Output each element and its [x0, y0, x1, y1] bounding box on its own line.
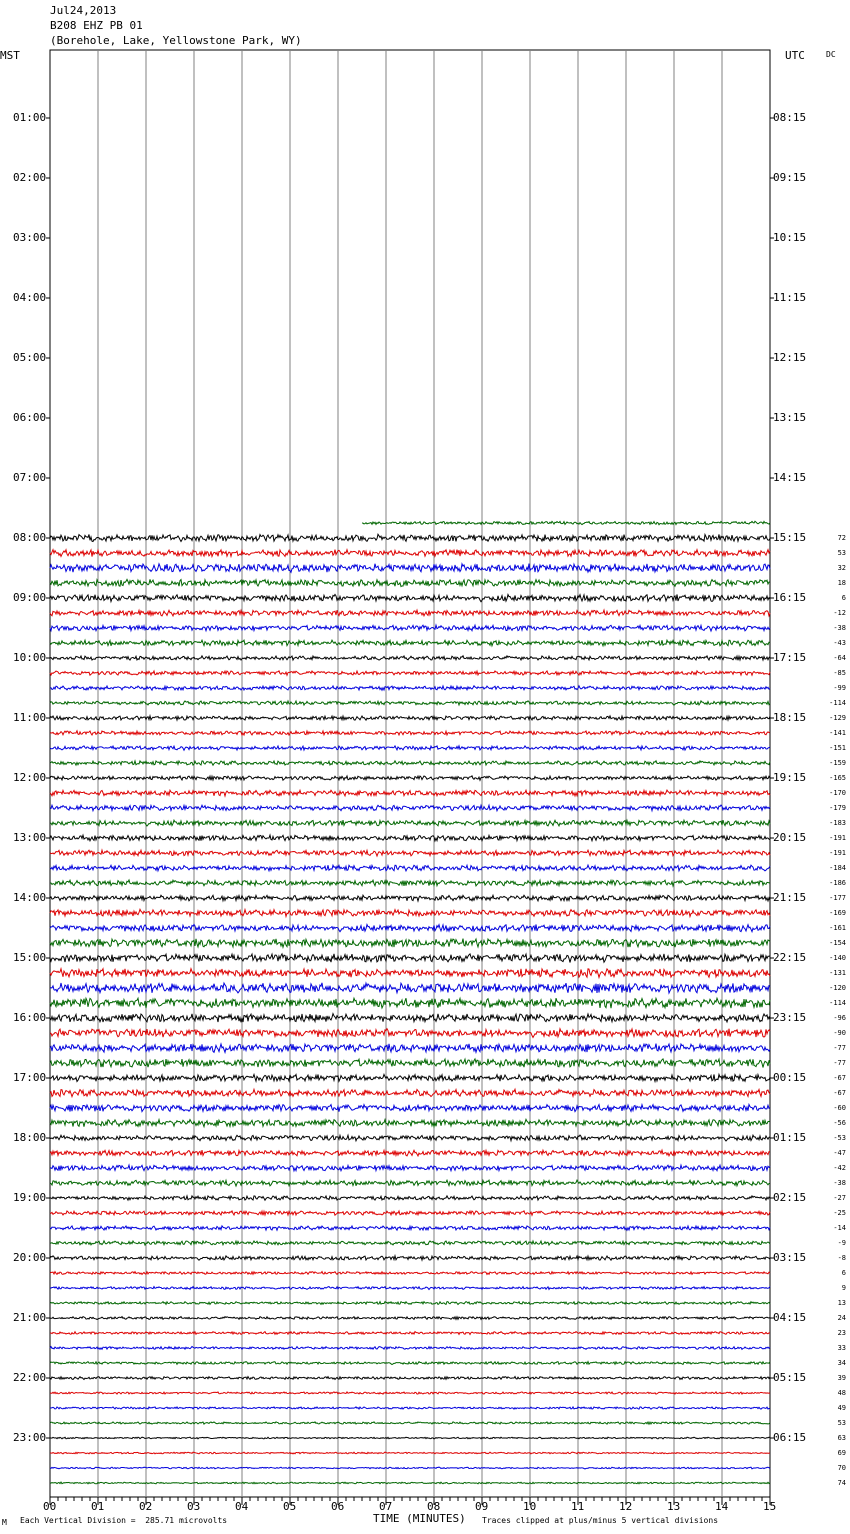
dc-offset-label: -151: [829, 744, 846, 752]
right-axis-title: UTC: [785, 49, 805, 62]
hour-label-utc: 09:15: [773, 171, 807, 184]
seismic-trace: [50, 686, 770, 690]
x-tick-label: 11: [571, 1500, 585, 1513]
dc-offset-label: -38: [833, 1179, 846, 1187]
seismic-trace: [50, 983, 770, 993]
seismic-trace: [50, 895, 770, 901]
dc-offset-label: -53: [833, 1134, 846, 1142]
x-tick-label: 08: [427, 1500, 441, 1513]
station-location: (Borehole, Lake, Yellowstone Park, WY): [50, 34, 302, 47]
dc-offset-label: -12: [833, 609, 846, 617]
dc-offset-label: -14: [833, 1224, 846, 1232]
seismic-trace: [50, 1256, 770, 1260]
dc-offset-label: -140: [829, 954, 846, 962]
dc-offset-label: 13: [837, 1299, 846, 1307]
hour-label-mst: 06:00: [13, 411, 47, 424]
hour-label-mst: 17:00: [13, 1071, 47, 1084]
hour-label-mst: 07:00: [13, 471, 47, 484]
seismic-trace: [50, 1211, 770, 1215]
dc-offset-label: 18: [837, 579, 846, 587]
dc-offset-label: 48: [837, 1389, 846, 1397]
hour-label-utc: 22:15: [773, 951, 807, 964]
dc-offset-label: -67: [833, 1089, 846, 1097]
hour-label-utc: 21:15: [773, 891, 807, 904]
dc-offset-label: 6: [841, 1269, 846, 1277]
dc-offset-label: -191: [829, 849, 846, 857]
x-tick-label: 15: [763, 1500, 777, 1513]
x-tick-label: 00: [43, 1500, 57, 1513]
seismic-trace: [50, 625, 770, 631]
clip-note: Traces clipped at plus/minus 5 vertical divisions: [482, 1516, 719, 1525]
seismic-trace: [50, 805, 770, 811]
dc-offset-label: -191: [829, 834, 846, 842]
hour-label-mst: 19:00: [13, 1191, 47, 1204]
hour-label-utc: 00:15: [773, 1071, 807, 1084]
hour-label-mst: 14:00: [13, 891, 47, 904]
dc-offset-label: 39: [837, 1374, 846, 1382]
seismic-trace: [50, 701, 770, 705]
seismic-trace: [50, 835, 770, 841]
x-tick-label: 01: [91, 1500, 105, 1513]
dc-offset-label: -38: [833, 624, 846, 632]
x-tick-label: 10: [523, 1500, 537, 1513]
seismic-trace: [50, 1317, 770, 1320]
dc-offset-label: 32: [837, 564, 846, 572]
seismic-trace: [50, 1105, 770, 1112]
dc-offset-label: -170: [829, 789, 846, 797]
seismic-trace: [50, 1196, 770, 1200]
seismic-trace: [50, 1347, 770, 1350]
seismic-trace: [50, 969, 770, 978]
hour-label-utc: 08:15: [773, 111, 807, 124]
dc-offset-label: 53: [837, 1419, 846, 1427]
x-tick-label: 04: [235, 1500, 249, 1513]
seismic-trace: [50, 594, 770, 601]
seismic-trace: [50, 1287, 770, 1290]
seismic-trace: [50, 1332, 770, 1335]
dc-offset-label: -64: [833, 654, 846, 662]
dc-offset-label: -129: [829, 714, 846, 722]
station-code: B208 EHZ PB 01: [50, 19, 143, 32]
seismic-trace: [50, 1044, 770, 1053]
hour-label-utc: 14:15: [773, 471, 807, 484]
seismic-trace: [50, 564, 770, 573]
dc-offset-label: -67: [833, 1074, 846, 1082]
seismic-trace: [50, 1377, 770, 1380]
seismic-trace: [50, 1074, 770, 1081]
hour-label-mst: 11:00: [13, 711, 47, 724]
hour-label-utc: 01:15: [773, 1131, 807, 1144]
seismic-trace: [50, 640, 770, 646]
dc-offset-label: -77: [833, 1059, 846, 1067]
hour-label-mst: 21:00: [13, 1311, 47, 1324]
seismic-trace: [50, 1467, 770, 1469]
dc-offset-label: 6: [841, 594, 846, 602]
seismic-trace: [50, 550, 770, 557]
seismic-trace: [50, 746, 770, 750]
hour-label-mst: 01:00: [13, 111, 47, 124]
seismic-trace: [50, 790, 770, 796]
seismic-trace: [50, 1392, 770, 1394]
dc-offset-label: 49: [837, 1404, 846, 1412]
dc-offset-label: -96: [833, 1014, 846, 1022]
dc-offset-label: 70: [837, 1464, 846, 1472]
hour-label-mst: 15:00: [13, 951, 47, 964]
hour-label-mst: 03:00: [13, 231, 47, 244]
hour-label-mst: 16:00: [13, 1011, 47, 1024]
hour-label-utc: 19:15: [773, 771, 807, 784]
dc-offset-label: -8: [837, 1254, 846, 1262]
seismic-trace: [50, 850, 770, 856]
seismic-trace: [50, 1362, 770, 1365]
dc-offset-label: -25: [833, 1209, 846, 1217]
hour-label-utc: 20:15: [773, 831, 807, 844]
seismic-trace: [50, 880, 770, 886]
hour-label-utc: 18:15: [773, 711, 807, 724]
left-axis-title: MST: [0, 49, 20, 62]
dc-offset-label: -161: [829, 924, 846, 932]
seismic-trace: [50, 954, 770, 963]
hour-label-mst: 05:00: [13, 351, 47, 364]
dc-offset-label: -43: [833, 639, 846, 647]
dc-offset-label: 63: [837, 1434, 846, 1442]
hour-label-mst: 04:00: [13, 291, 47, 304]
seismic-trace: [50, 776, 770, 780]
dc-offset-label: -85: [833, 669, 846, 677]
dc-offset-label: -120: [829, 984, 846, 992]
seismic-trace: [50, 731, 770, 735]
hour-label-mst: 18:00: [13, 1131, 47, 1144]
x-tick-label: 13: [667, 1500, 681, 1513]
x-tick-label: 05: [283, 1500, 297, 1513]
hour-label-utc: 11:15: [773, 291, 807, 304]
hour-label-utc: 13:15: [773, 411, 807, 424]
dc-offset-label: -183: [829, 819, 846, 827]
hour-label-utc: 05:15: [773, 1371, 807, 1384]
dc-offset-label: -179: [829, 804, 846, 812]
seismic-trace: [50, 671, 770, 675]
dc-offset-label: 9: [841, 1284, 846, 1292]
dc-label: DC: [826, 50, 836, 59]
hour-label-utc: 10:15: [773, 231, 807, 244]
hour-label-utc: 12:15: [773, 351, 807, 364]
seismic-trace: [50, 865, 770, 871]
dc-offset-label: 23: [837, 1329, 846, 1337]
seismic-trace: [50, 579, 770, 586]
hour-label-mst: 08:00: [13, 531, 47, 544]
hour-label-mst: 10:00: [13, 651, 47, 664]
seismic-trace: [50, 820, 770, 826]
x-tick-label: 14: [715, 1500, 729, 1513]
dc-offset-label: -9: [837, 1239, 846, 1247]
dc-offset-label: -114: [829, 699, 846, 707]
seismic-trace: [50, 534, 770, 541]
x-tick-label: 12: [619, 1500, 633, 1513]
hour-label-mst: 20:00: [13, 1251, 47, 1264]
seismic-trace: [50, 1089, 770, 1096]
record-date: Jul24,2013: [50, 4, 117, 17]
seismic-trace: [50, 1437, 770, 1439]
x-tick-label: 09: [475, 1500, 489, 1513]
seismic-trace: [50, 1119, 770, 1126]
dc-offset-label: 33: [837, 1344, 846, 1352]
dc-offset-label: -42: [833, 1164, 846, 1172]
hour-label-utc: 15:15: [773, 531, 807, 544]
scale-note: Each Vertical Division = 285.71 microvolts: [20, 1516, 228, 1525]
seismic-trace: [50, 716, 770, 720]
seismic-trace: [50, 998, 770, 1008]
seismic-trace: [50, 924, 770, 931]
hour-label-mst: 23:00: [13, 1431, 47, 1444]
seismic-trace: [50, 1302, 770, 1305]
dc-offset-label: -141: [829, 729, 846, 737]
dc-offset-label: -177: [829, 894, 846, 902]
seismic-trace: [50, 1014, 770, 1023]
seismic-trace: [50, 610, 770, 616]
seismic-trace: [50, 1272, 770, 1275]
hour-label-utc: 17:15: [773, 651, 807, 664]
seismic-trace: [50, 1150, 770, 1156]
seismic-trace: [50, 1135, 770, 1141]
seismic-trace: [50, 1165, 770, 1171]
x-tick-label: 02: [139, 1500, 153, 1513]
hour-label-utc: 04:15: [773, 1311, 807, 1324]
dc-offset-label: -184: [829, 864, 846, 872]
dc-offset-label: 24: [837, 1314, 846, 1322]
dc-offset-label: -159: [829, 759, 846, 767]
dc-offset-label: -131: [829, 969, 846, 977]
hour-label-mst: 09:00: [13, 591, 47, 604]
footer-mark: M: [2, 1518, 7, 1527]
seismic-trace: [50, 1241, 770, 1245]
seismic-trace: [50, 939, 770, 948]
dc-offset-label: 72: [837, 534, 846, 542]
seismic-trace: [50, 909, 770, 916]
dc-offset-label: 34: [837, 1359, 846, 1367]
seismic-trace: [50, 1226, 770, 1230]
seismic-trace: [50, 1180, 770, 1186]
dc-offset-label: -56: [833, 1119, 846, 1127]
dc-offset-label: -47: [833, 1149, 846, 1157]
seismic-trace: [50, 1029, 770, 1038]
x-axis-title: TIME (MINUTES): [373, 1512, 466, 1525]
dc-offset-label: -60: [833, 1104, 846, 1112]
hour-label-mst: 02:00: [13, 171, 47, 184]
seismic-trace: [50, 656, 770, 660]
x-tick-label: 06: [331, 1500, 345, 1513]
dc-offset-label: -114: [829, 999, 846, 1007]
dc-offset-label: 69: [837, 1449, 846, 1457]
hour-label-mst: 12:00: [13, 771, 47, 784]
dc-offset-label: -77: [833, 1044, 846, 1052]
seismic-trace: [50, 1482, 770, 1484]
hour-label-utc: 03:15: [773, 1251, 807, 1264]
dc-offset-label: 53: [837, 549, 846, 557]
dc-offset-label: -90: [833, 1029, 846, 1037]
hour-label-mst: 22:00: [13, 1371, 47, 1384]
x-tick-label: 03: [187, 1500, 201, 1513]
seismic-trace: [50, 1407, 770, 1409]
x-tick-label: 07: [379, 1500, 393, 1513]
hour-label-utc: 06:15: [773, 1431, 807, 1444]
seismic-trace: [50, 1059, 770, 1068]
dc-offset-label: -169: [829, 909, 846, 917]
seismic-trace: [50, 1452, 770, 1454]
hour-label-mst: 13:00: [13, 831, 47, 844]
dc-offset-label: -186: [829, 879, 846, 887]
hour-label-utc: 16:15: [773, 591, 807, 604]
dc-offset-label: -99: [833, 684, 846, 692]
hour-label-utc: 02:15: [773, 1191, 807, 1204]
seismic-trace-partial: [362, 521, 770, 524]
dc-offset-label: -165: [829, 774, 846, 782]
dc-offset-label: 74: [837, 1479, 846, 1487]
hour-label-utc: 23:15: [773, 1011, 807, 1024]
seismic-trace: [50, 761, 770, 765]
plot-frame: [50, 50, 770, 1497]
dc-offset-label: -27: [833, 1194, 846, 1202]
seismic-trace: [50, 1422, 770, 1424]
dc-offset-label: -154: [829, 939, 846, 947]
